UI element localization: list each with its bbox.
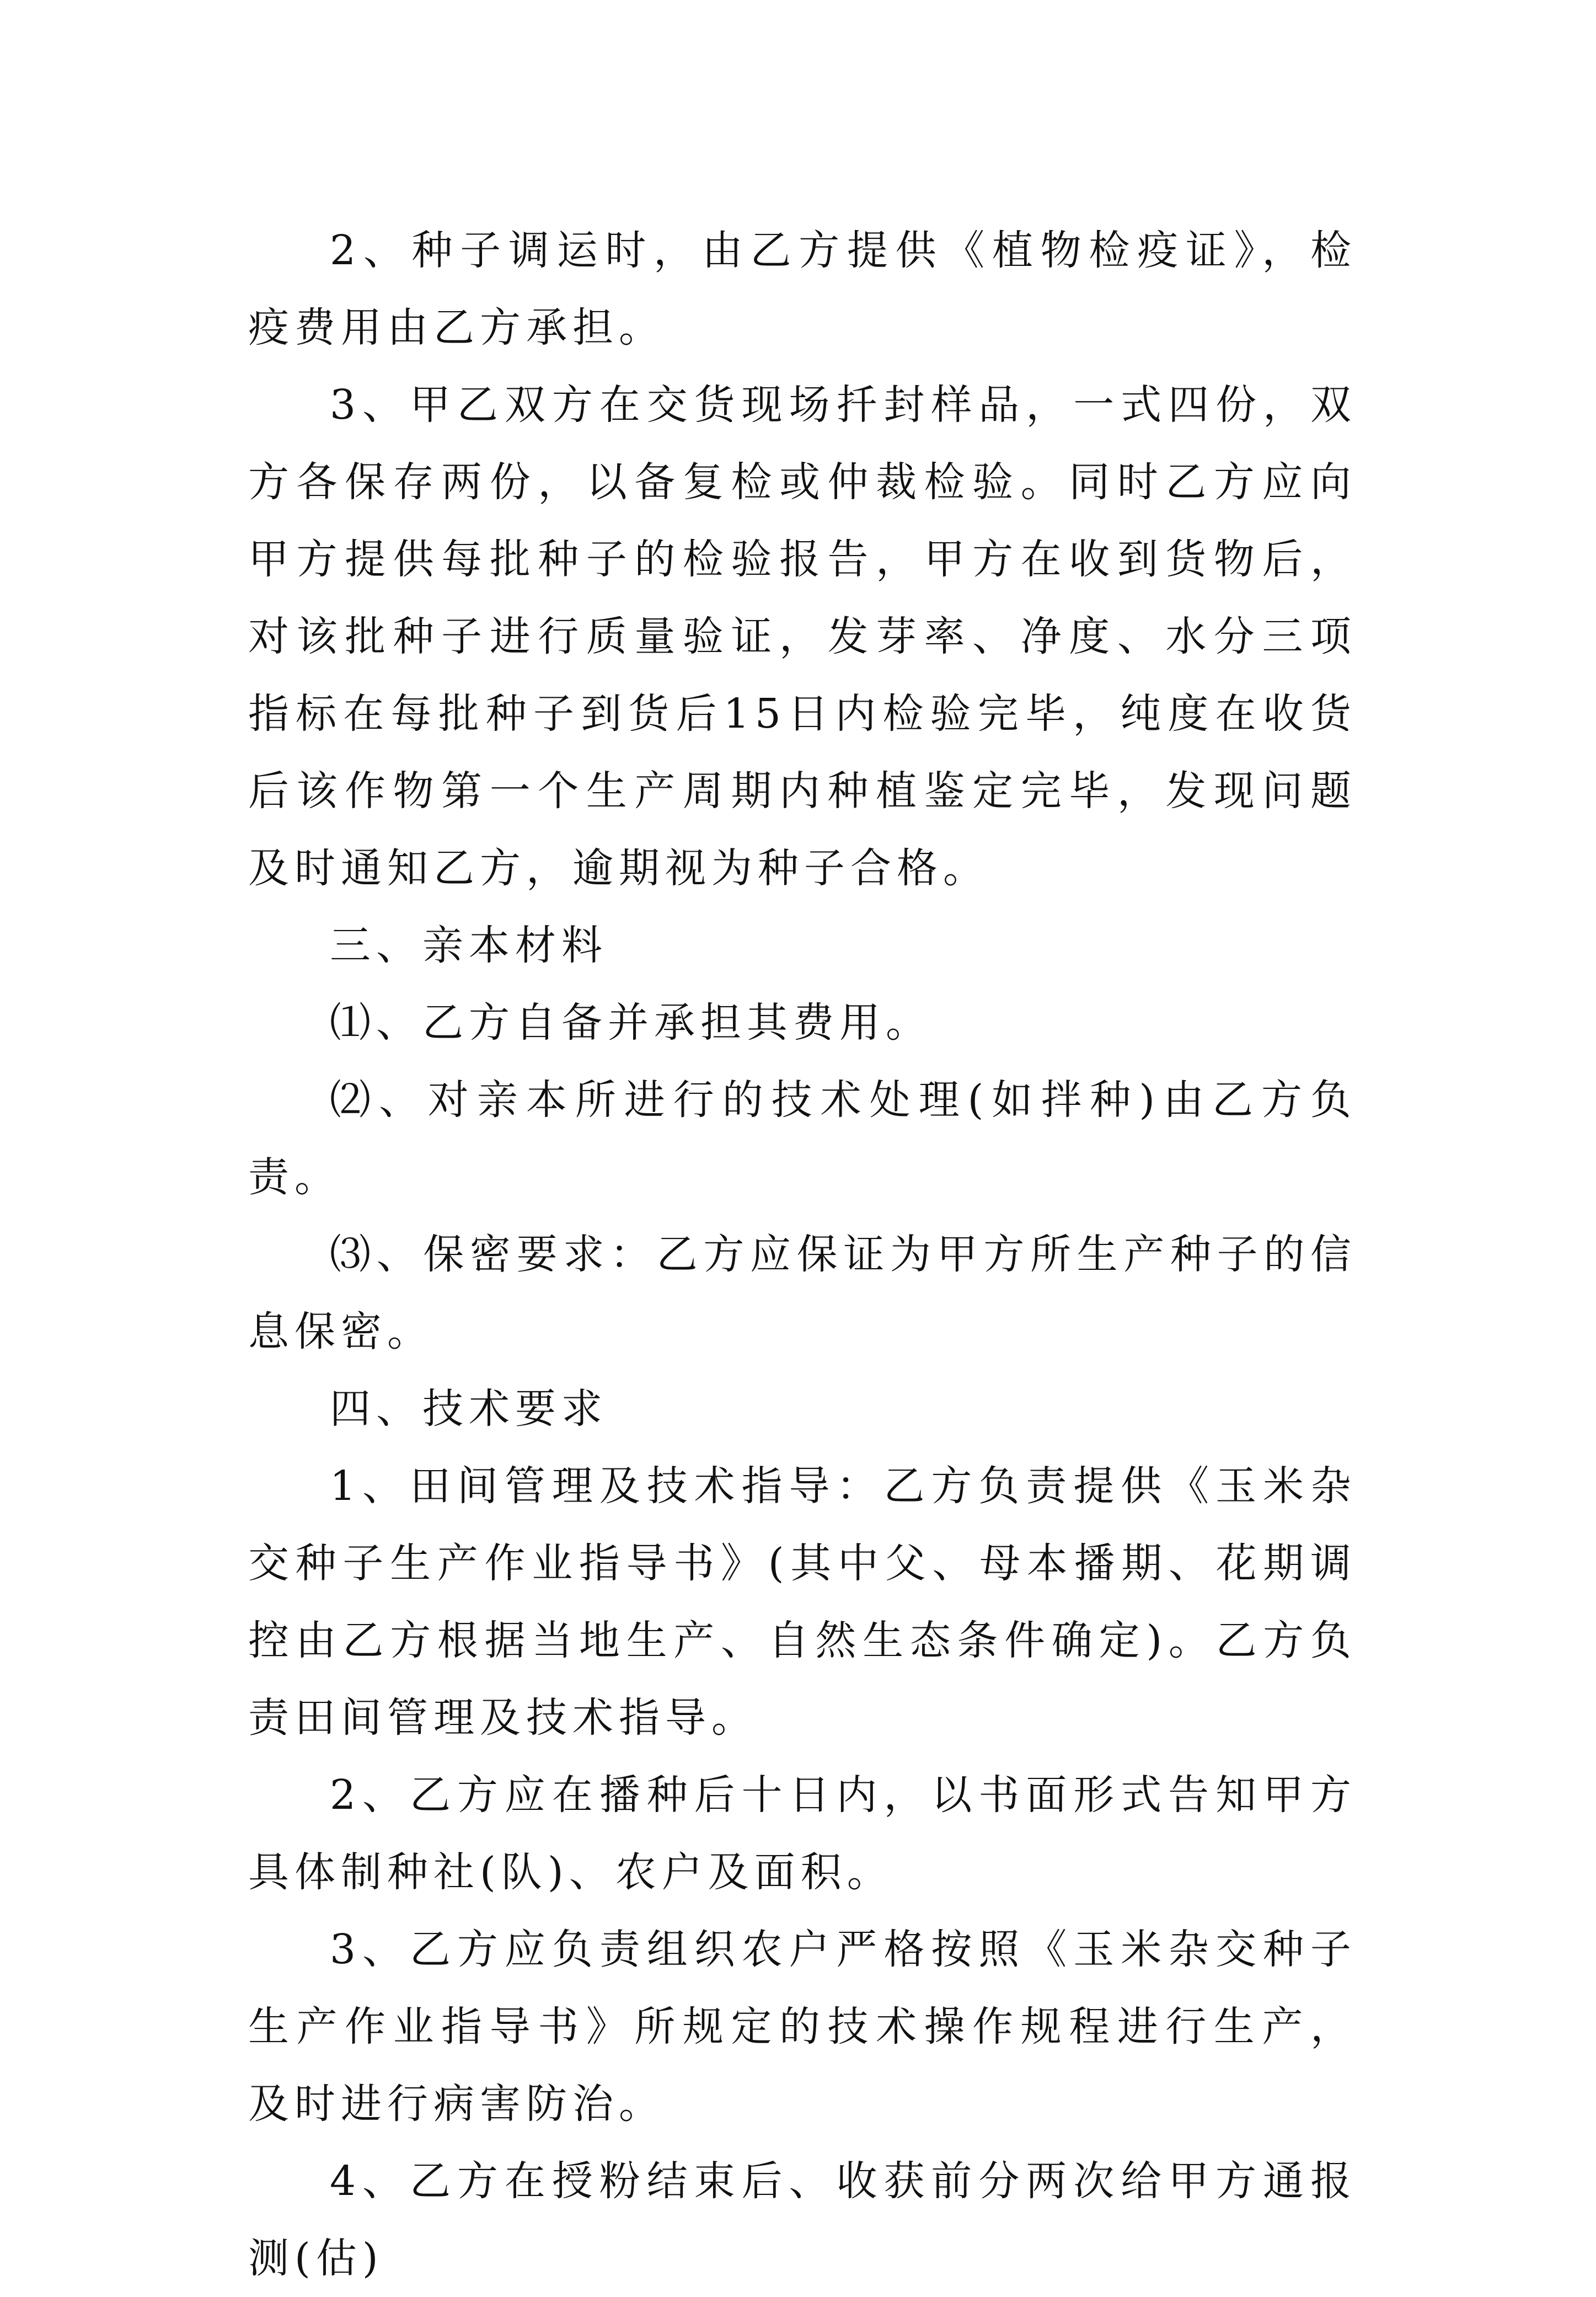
paragraph-field-management: 1、田间管理及技术指导：乙方负责提供《玉米杂交种子生产作业指导书》(其中父、母本播期、花期调控由乙方根据当地生产、自然生态条件确定)。乙方负责田间管理及技术指导。	[248, 1462, 1357, 1742]
document-body	[248, 212, 1357, 2297]
paragraph-parent-item-1: ⑴、乙方自备并承担其费用。	[330, 999, 932, 1046]
paragraph-parent-item-2: ⑵、对亲本所进行的技术处理(如拌种)由乙方负责。	[248, 1076, 1357, 1201]
paragraph-seed-transport: 2、种子调运时，由乙方提供《植物检疫证》，检疫费用由乙方承担。	[248, 227, 1357, 351]
paragraph-sample-sealing: 3、甲乙双方在交货现场扦封样品，一式四份，双方各保存两份，以备复检或仲裁检验。同时乙方应向甲方提供每批种子的检验报告，甲方在收到货物后，对该批种子进行质量验证，发芽率、净度、水分三项指标在每批种子到货后15日内检验完毕，纯度在收货后该作物第一个生产周期内种植鉴定完毕，发现问题及时通知乙方，逾期视为种子合格。	[248, 381, 1357, 892]
paragraph-production-rules: 3、乙方应负责组织农户严格按照《玉米杂交种子生产作业指导书》所规定的技术操作规程进行生产，及时进行病害防治。	[248, 1926, 1357, 2128]
section-heading-technical-requirements: 四、技术要求	[330, 1385, 608, 1433]
paragraph-yield-report: 4、乙方在授粉结束后、收获前分两次给甲方通报测(估)	[248, 2157, 1357, 2282]
paragraph-parent-item-3: ⑶、保密要求：乙方应保证为甲方所生产种子的信息保密。	[248, 1231, 1357, 1355]
section-heading-parent-materials: 三、亲本材料	[330, 922, 608, 969]
paragraph-sowing-notice: 2、乙方应在播种后十日内，以书面形式告知甲方具体制种社(队)、农户及面积。	[248, 1771, 1357, 1896]
